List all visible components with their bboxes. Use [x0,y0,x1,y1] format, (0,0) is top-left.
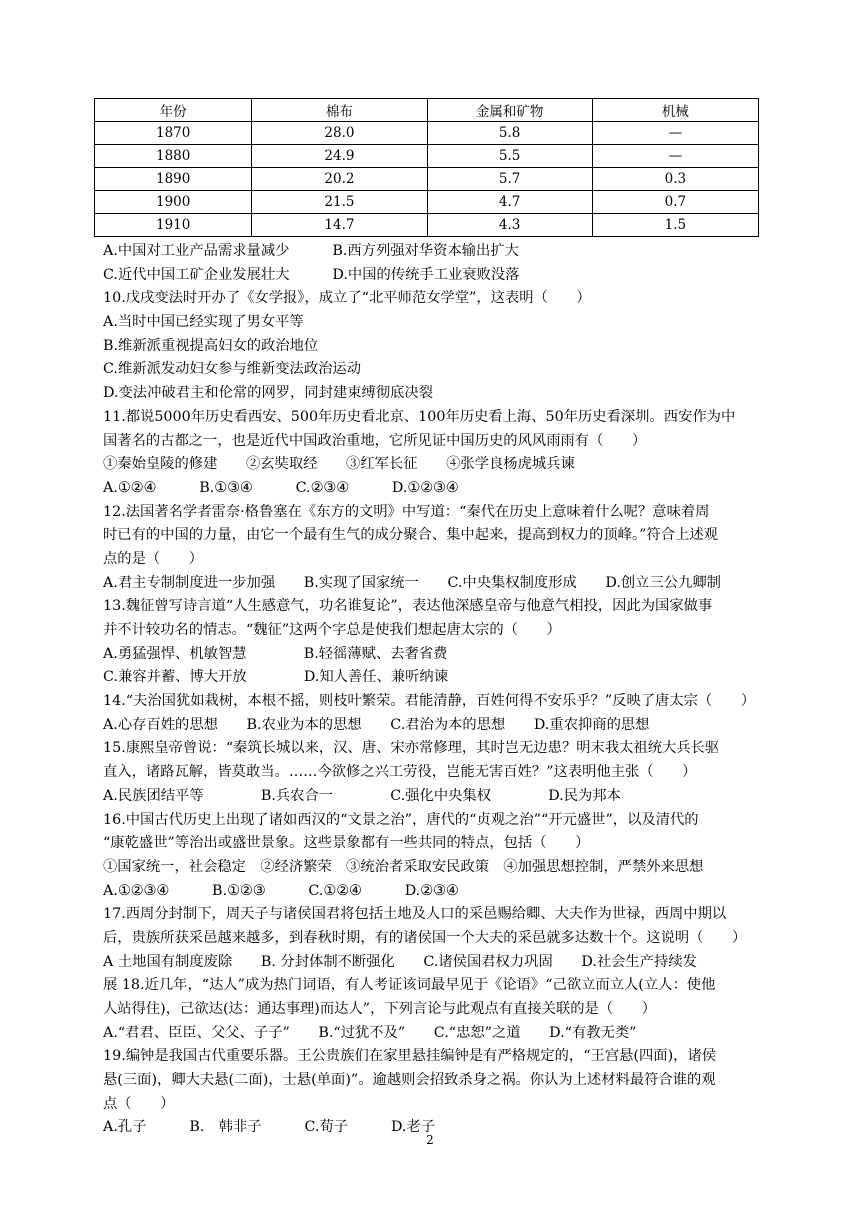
text-line [103,737,768,761]
text-line-content: A.君主专制制度进一步加强 B.实现了国家统一 C.中央集权制度形成 D.创立三公九卿制 [103,574,721,591]
text-line [103,1069,768,1093]
text-line [103,595,768,619]
text-line [103,548,768,572]
table-cell: 5.8 [427,122,592,145]
table-row [95,168,759,191]
text-line-content: 14.“夫治国犹如栽树，本根不摇，则枝叶繁荣。君能清静，百姓何得不安乐乎？”反映了唐太宗（ ） [103,693,756,710]
page-number: 2 [426,1133,434,1147]
table-header-cell: 棉布 [252,99,427,122]
text-line [103,358,768,382]
text-line-content: C.维新派发动妇女参与维新变法政治运动 [103,361,362,378]
table-header-cell: 金属和矿物 [427,99,592,122]
text-line-content: D.变法冲破君主和伦常的网罗，同封建束缚彻底决裂 [103,385,434,402]
text-line [103,1045,768,1069]
table-cell: 1.5 [592,214,758,237]
text-line-content: 16.中国古代历史上出现了诸如西汉的“文景之治”，唐代的“贞观之治”“开元盛世”，以及清代的 [103,811,699,828]
text-line-content: 后，贵族所获采邑越来越多，到春秋时期，有的诸侯国一个大夫的采邑就多达数十个。这说明（ ） [103,929,747,946]
table-cell: 1870 [95,122,252,145]
table-cell: 1880 [95,145,252,168]
text-line [103,903,768,927]
text-line-content: 点（ ） [103,1095,175,1112]
text-line-content: ①国家统一，社会稳定 ②经济繁荣 ③统治者采取安民政策 ④加强思想控制，严禁外来思想 [103,858,704,875]
text-line [103,524,768,548]
table-cell: 4.7 [427,191,592,214]
table-header-row [95,99,759,122]
text-line [103,856,768,880]
text-line [103,453,768,477]
table-row [95,145,759,168]
text-line-content: 时已有的中国的力量，由它一个最有生气的成分聚合、集中起来，提高到权力的顶峰。”符合上述观 [103,527,718,544]
text-line [103,430,768,454]
table-row [95,122,759,145]
text-line [103,311,768,335]
table-cell: 1910 [95,214,252,237]
text-line-content: 11.都说5000年历史看西安、500年历史看北京、100年历史看上海、50年历史看深圳。西安作为中 [103,408,736,425]
text-line [103,666,768,690]
text-line-content: 19.编钟是我国古代重要乐器。王公贵族们在家里悬挂编钟是有严格规定的，“王宫悬(四面)，诸侯 [103,1048,717,1065]
table-cell: 1890 [95,168,252,191]
text-line [103,880,768,904]
text-line [103,335,768,359]
text-line [103,1093,768,1117]
table-cell: 28.0 [252,122,427,145]
text-line [103,477,768,501]
text-line [103,690,768,714]
table-row [95,191,759,214]
text-line-content: “康乾盛世”等治出或盛世景象。这些景象都有一些共同的特点，包括（ ） [103,835,590,852]
text-line-content: A.①②③④ B.①②③ C.①②④ D.②③④ [103,882,459,899]
text-line-content: 15.康熙皇帝曾说：“秦筑长城以来，汉、唐、宋亦常修理，其时岂无边患？明末我太祖统大兵长驱 [103,740,720,757]
text-line-content: A.心存百姓的思想 B.农业为本的思想 C.君治为本的思想 D.重农抑商的思想 [103,716,650,733]
table-row [95,214,759,237]
text-line [103,809,768,833]
text-line [103,761,768,785]
table-cell: 1900 [95,191,252,214]
text-line [103,382,768,406]
text-line-content: 人站得住)，己欲达(达：通达事理)而达人”，下列言论与此观点有直接关联的是（ ） [103,1001,657,1017]
text-line [103,240,768,264]
table-cell: 4.3 [427,214,592,237]
text-line [103,785,768,809]
table-cell: 0.7 [592,191,758,214]
text-line [103,619,768,643]
table-cell: 0.3 [592,168,758,191]
text-line [103,927,768,951]
text-line-content: 展 18.近几年，“达人”成为热门词语，有人考证该词最早见于《论语》“己欲立而立人(立人：使他 [103,977,716,994]
text-line-content: A.民族团结平等 B.兵农合一 C.强化中央集权 D.民为邦本 [103,787,621,804]
text-line-content: A 土地国有制度废除 B. 分封体制不断强化 C.诸侯国君权力巩固 D.社会生产持续发 [103,953,697,970]
table-cell: 20.2 [252,168,427,191]
text-line [103,998,768,1022]
text-line-content: 国著名的古都之一，也是近代中国政治重地，它所见证中国历史的风风雨雨有（ ） [103,432,647,449]
table-cell: 14.7 [252,214,427,237]
table-header-cell: 年份 [95,99,252,122]
text-line-content: 直入，诸路瓦解，皆莫敢当。……今欲修之兴工劳役，岂能无害百姓？”这表明他主张（ ） [103,764,697,781]
export-data-table [94,98,759,237]
text-line-content: A.勇猛强悍、机敏智慧 B.轻徭薄赋、去奢省费 [103,645,448,662]
table-cell: 5.5 [427,145,592,168]
text-line-content: A.当时中国已经实现了男女平等 [103,314,304,331]
text-line [103,643,768,667]
text-line-content: 13.魏征曾写诗言道“人生感意气，功名谁复论”，表达他深感皇帝与他意气相投，因此为国家做事 [103,598,713,615]
text-line [103,501,768,525]
text-line [103,1022,768,1046]
text-line-content: 17.西周分封制下，周天子与诸侯国君将包括土地及人口的采邑赐给卿、大夫作为世禄，西周中期以 [103,906,727,923]
question-text [103,240,768,1140]
table-cell: 21.5 [252,191,427,214]
text-line-content: A.“君君、臣臣、父父、子子” B.“过犹不及” C.“忠恕”之道 D.“有教无类” [103,1024,637,1041]
table-cell: — [592,145,758,168]
text-line [103,287,768,311]
text-line-content: C.兼容并蓄、博大开放 D.知人善任、兼听纳谏 [103,669,449,686]
table-header-cell: 机械 [592,99,758,122]
table-cell: 5.7 [427,168,592,191]
table-cell: 24.9 [252,145,427,168]
text-line-content: ①秦始皇陵的修建 ②玄奘取经 ③红军长征 ④张学良杨虎城兵谏 [103,456,575,473]
text-line-content: 并不计较功名的情志。“魏征”这两个字总是使我们想起唐太宗的（ ） [103,622,561,638]
text-line-content: C.近代中国工矿企业发展壮大 D.中国的传统手工业衰败没落 [103,266,520,283]
text-line-content: A.中国对工业产品需求量减少 B.西方列强对华资本输出扩大 [103,243,519,259]
text-line [103,951,768,975]
text-line-content: 悬(三面)，卿大夫悬(二面)，士悬(单面)”。逾越则会招致杀身之祸。你认为上述材料最符合谁的观 [103,1072,716,1089]
text-line [103,832,768,856]
text-line [103,406,768,430]
text-line-content: B.维新派重视提高妇女的政治地位 [103,337,319,354]
text-line-content: A.孔子 B. 韩非子 C.荀子 D.老子 [103,1119,436,1136]
text-line [103,264,768,288]
table-cell: — [592,122,758,145]
text-line-content: A.①②④ B.①③④ C.②③④ D.①②③④ [103,479,459,496]
text-line [103,714,768,738]
text-line-content: 12.法国著名学者雷奈·格鲁塞在《东方的文明》中写道：“秦代在历史上意味着什么呢？意味着周 [103,503,710,520]
text-line [103,572,768,596]
text-line-content: 10.戊戌变法时开办了《女学报》，成立了“北平师范女学堂”，这表明（ ） [103,290,591,307]
text-line-content: 点的是（ ） [103,550,204,567]
text-line [103,974,768,998]
